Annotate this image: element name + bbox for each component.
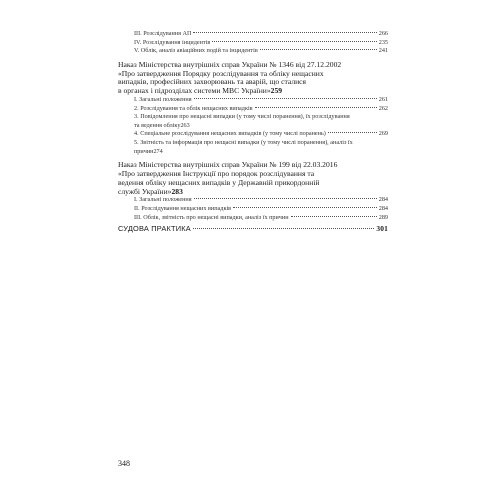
page-number: 348	[118, 459, 130, 468]
toc-item-page: 284	[378, 196, 388, 204]
heading-line: в органах і підрозділах системи МВС України»	[118, 86, 271, 96]
toc-item-title-continued: причин	[134, 147, 154, 155]
table-of-contents	[118, 30, 388, 234]
heading-line: службі України»	[118, 186, 172, 196]
leader-dots	[212, 41, 376, 42]
toc-item-page: 289	[378, 213, 388, 221]
heading-page: 259	[270, 86, 283, 96]
toc-item-page: 263	[180, 121, 190, 129]
toc-item-title: 5. Звітність та інформація про нещасні випадки (у тому числі поранення), аналіз їх	[134, 138, 353, 146]
heading-line: випадків, професійних захворювань та аварій, що сталися	[118, 77, 307, 87]
toc-item-title: III. Розслідування АП	[134, 30, 192, 37]
leader-dots	[193, 32, 376, 33]
toc-item-page: 235	[378, 38, 388, 46]
toc-section-court-practice[interactable]	[118, 224, 388, 234]
toc-item-title: 3. Повідомлення про нещасні випадки (у тому числі поранення), їх розслідування	[134, 113, 350, 121]
toc-item-title: 4. Спеціальне розслідування нещасних випадків (у тому числі поранень)	[134, 130, 326, 138]
toc-item-title: 2. Розслідування та облік нещасних випадків	[134, 104, 253, 112]
heading-page: 283	[171, 186, 183, 196]
section-page: 301	[376, 224, 388, 234]
toc-item[interactable]	[134, 205, 388, 214]
leader-dots	[255, 107, 377, 108]
heading-line: ведення обліку нещасних випадків у Державній прикордонній	[118, 177, 320, 187]
leader-dots	[328, 132, 377, 133]
toc-item-title: I. Загальні положення	[134, 95, 192, 103]
toc-item[interactable]	[134, 130, 388, 139]
toc-item-page: 269	[378, 130, 388, 138]
toc-item[interactable]	[134, 30, 388, 39]
toc-item-page: 262	[378, 104, 388, 112]
section-title: СУДОВА ПРАКТИКА	[118, 224, 191, 234]
toc-item-title: V. Облік, аналіз авіаційних подій та інцидентів	[134, 47, 258, 55]
leader-dots	[194, 198, 377, 199]
toc-item-title-continued: та ведення обліку	[134, 121, 181, 129]
toc-item-page: 266	[378, 30, 388, 37]
heading-line: Наказ Міністерства внутрішніх справ України № 199 від 22.03.2016	[118, 160, 338, 170]
heading-line: Наказ Міністерства внутрішніх справ України № 1346 від 27.12.2002	[118, 59, 342, 69]
leader-dots	[233, 207, 377, 208]
leader-dots	[193, 228, 374, 229]
toc-item-page: 284	[378, 204, 388, 212]
toc-item[interactable]	[134, 47, 388, 56]
heading-line: «Про затвердження Інструкції про порядок розслідування та	[118, 168, 315, 178]
toc-item[interactable]	[134, 214, 388, 223]
heading-line: «Про затвердження Порядку розслідування та обліку нещасних	[118, 68, 324, 78]
toc-item-title: I. Загальні положення	[134, 196, 192, 204]
toc-item-title: III. Облік, звітність про нещасні випадки, аналіз їх причин	[134, 213, 289, 221]
leader-dots	[194, 98, 377, 99]
toc-item[interactable]	[134, 139, 388, 156]
toc-item[interactable]	[134, 113, 388, 130]
toc-item[interactable]	[134, 96, 388, 105]
toc-item-page: 261	[378, 95, 388, 103]
leader-dots	[260, 49, 377, 50]
toc-heading-order-1346[interactable]	[118, 61, 388, 96]
toc-heading-order-199[interactable]	[118, 161, 388, 196]
toc-item-title: II. Розслідування нещасних випадків	[134, 204, 232, 212]
leader-dots	[291, 216, 377, 217]
toc-item-page: 241	[378, 47, 388, 55]
toc-item-page: 274	[153, 147, 163, 155]
toc-item[interactable]	[134, 39, 388, 48]
toc-item-title: IV. Розслідування інцидентів	[134, 38, 211, 46]
toc-item[interactable]	[134, 105, 388, 114]
toc-item[interactable]	[134, 196, 388, 205]
